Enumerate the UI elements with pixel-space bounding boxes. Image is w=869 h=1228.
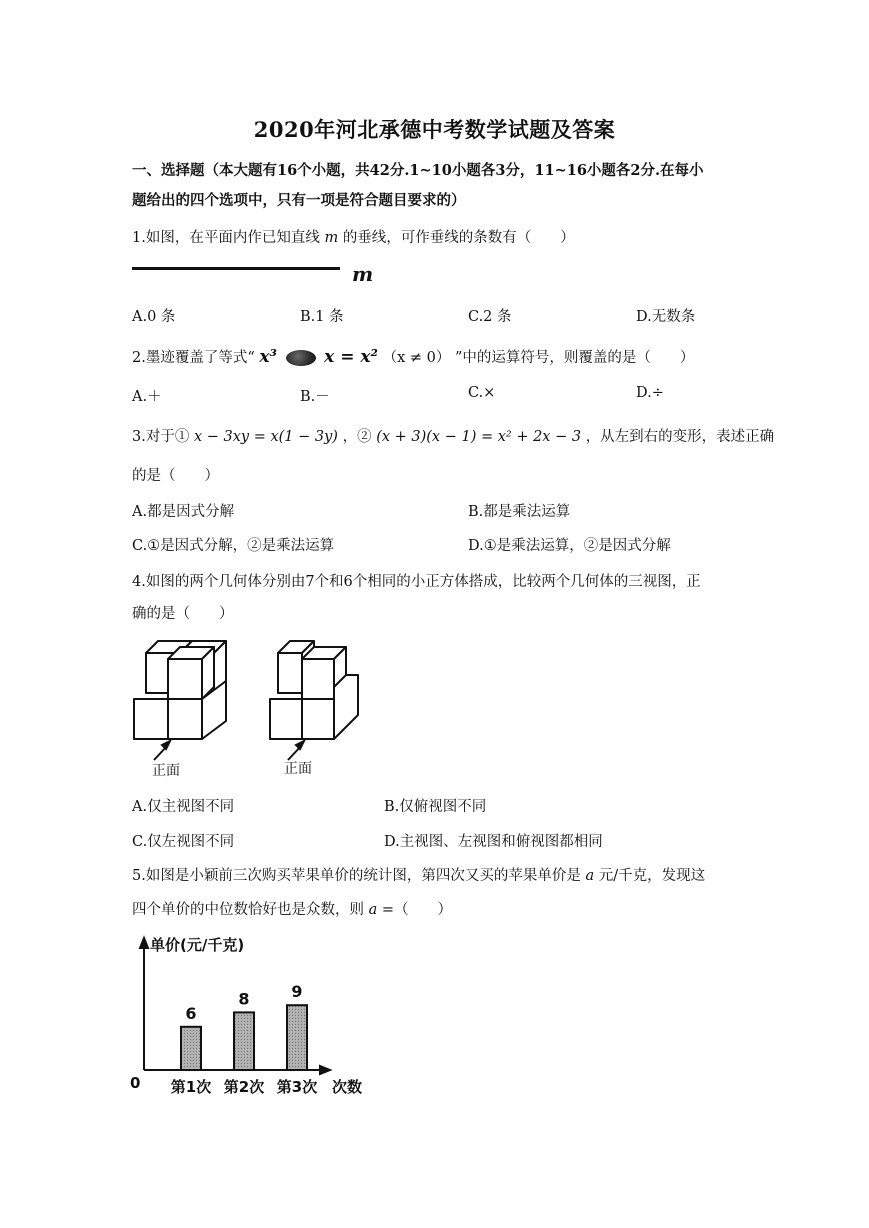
solid-2: [270, 641, 358, 739]
q1-stem: 1.如图，在平面内作已知直线 m 的垂线，可作垂线的条数有（ ）: [132, 230, 575, 246]
bar-value-label-1: 6: [185, 1003, 197, 1023]
section-header-line-1: 一、选择题（本大题有16个小题，共42分.1~10小题各3分，11~16小题各2分.在每小: [132, 162, 704, 179]
q1-var-m: m: [324, 230, 339, 246]
q3-option-a[interactable]: A.都是因式分解: [132, 504, 235, 520]
q1-option-d[interactable]: D.无数条: [636, 309, 696, 325]
bar-value-label-2: 8: [238, 989, 250, 1009]
solid-1-label: 正面: [152, 763, 180, 779]
q4-stem-cont: 确的是（ ）: [132, 606, 234, 622]
origin-label: 0: [130, 1074, 141, 1092]
q3-stem: 3.对于① x − 3xy = x(1 − 3y) ，② (x + 3)(x − 1) = x² + 2x − 3 ，从左到右的变形，表述正确: [132, 429, 775, 445]
ink-blot-icon: [286, 350, 316, 366]
bar-value-label-3: 9: [291, 982, 303, 1002]
category-label-3: 第3次: [276, 1078, 318, 1096]
q4-stem: 4.如图的两个几何体分别由7个和6个相同的小正方体搭成，比较两个几何体的三视图，正: [132, 574, 701, 590]
q3-stem-cont: 的是（ ）: [132, 468, 219, 484]
bars-group: [171, 982, 317, 1096]
q3-option-b[interactable]: B.都是乘法运算: [468, 504, 571, 520]
q4-figure: [128, 635, 368, 780]
category-label-1: 第1次: [170, 1078, 212, 1096]
q2-option-d[interactable]: D.÷: [636, 385, 664, 401]
q5-stem-cont: 四个单价的中位数恰好也是众数，则 a =（ ）: [132, 902, 453, 918]
q3-expr-2: (x + 3)(x − 1) = x² + 2x − 3: [376, 429, 582, 445]
q1-option-a[interactable]: A.0 条: [132, 309, 176, 325]
q2-eq-right: x = x²: [324, 347, 378, 367]
section-header-line-2: 题给出的四个选项中，只有一项是符合题目要求的）: [132, 192, 466, 209]
price-bar-chart: [126, 930, 386, 1100]
q3-option-c[interactable]: C.①是因式分解，②是乘法运算: [132, 538, 335, 554]
q2-option-c[interactable]: C.×: [468, 385, 496, 401]
q4-option-b[interactable]: B.仅俯视图不同: [384, 799, 487, 815]
q4-option-c[interactable]: C.仅左视图不同: [132, 834, 235, 850]
q3-expr-1: x − 3xy = x(1 − 3y): [193, 429, 338, 445]
q1-figure: [132, 262, 382, 292]
q3-option-d[interactable]: D.①是乘法运算，②是因式分解: [468, 538, 671, 554]
line-m-label: m: [352, 262, 374, 286]
solid-2-label: 正面: [284, 761, 312, 777]
q5-stem: 5.如图是小颖前三次购买苹果单价的统计图，第四次又买的苹果单价是 a 元/千克，发现这: [132, 868, 706, 884]
q2-option-b[interactable]: B.－: [300, 389, 330, 405]
arrow-icon-2: [288, 741, 304, 760]
bar-2: [234, 1012, 254, 1070]
q4-option-d[interactable]: D.主视图、左视图和俯视图都相同: [384, 834, 603, 850]
x-axis-label: 次数: [332, 1078, 363, 1096]
bar-1: [181, 1027, 201, 1070]
q2-condition: （x ≠ 0）: [382, 350, 451, 366]
section-header: [132, 156, 742, 216]
q2-option-a[interactable]: A.＋: [132, 389, 162, 405]
q2-stem: 2.墨迹覆盖了等式“ x³ x = x² （x ≠ 0） ”中的运算符号，则覆盖的是（ ）: [132, 347, 695, 367]
q2-eq-left: x³: [259, 347, 277, 367]
solid-1: [134, 641, 226, 739]
bar-3: [287, 1005, 307, 1070]
page-title: 2020年河北承德中考数学试题及答案: [253, 117, 616, 142]
category-label-2: 第2次: [223, 1078, 265, 1096]
q1-option-c[interactable]: C.2 条: [468, 309, 512, 325]
q4-option-a[interactable]: A.仅主视图不同: [132, 799, 235, 815]
y-axis-label: 单价(元/千克): [150, 936, 245, 954]
q1-option-b[interactable]: B.1 条: [300, 309, 344, 325]
arrow-icon: [154, 741, 170, 760]
line-m: [132, 267, 340, 270]
y-axis: [140, 938, 148, 1070]
